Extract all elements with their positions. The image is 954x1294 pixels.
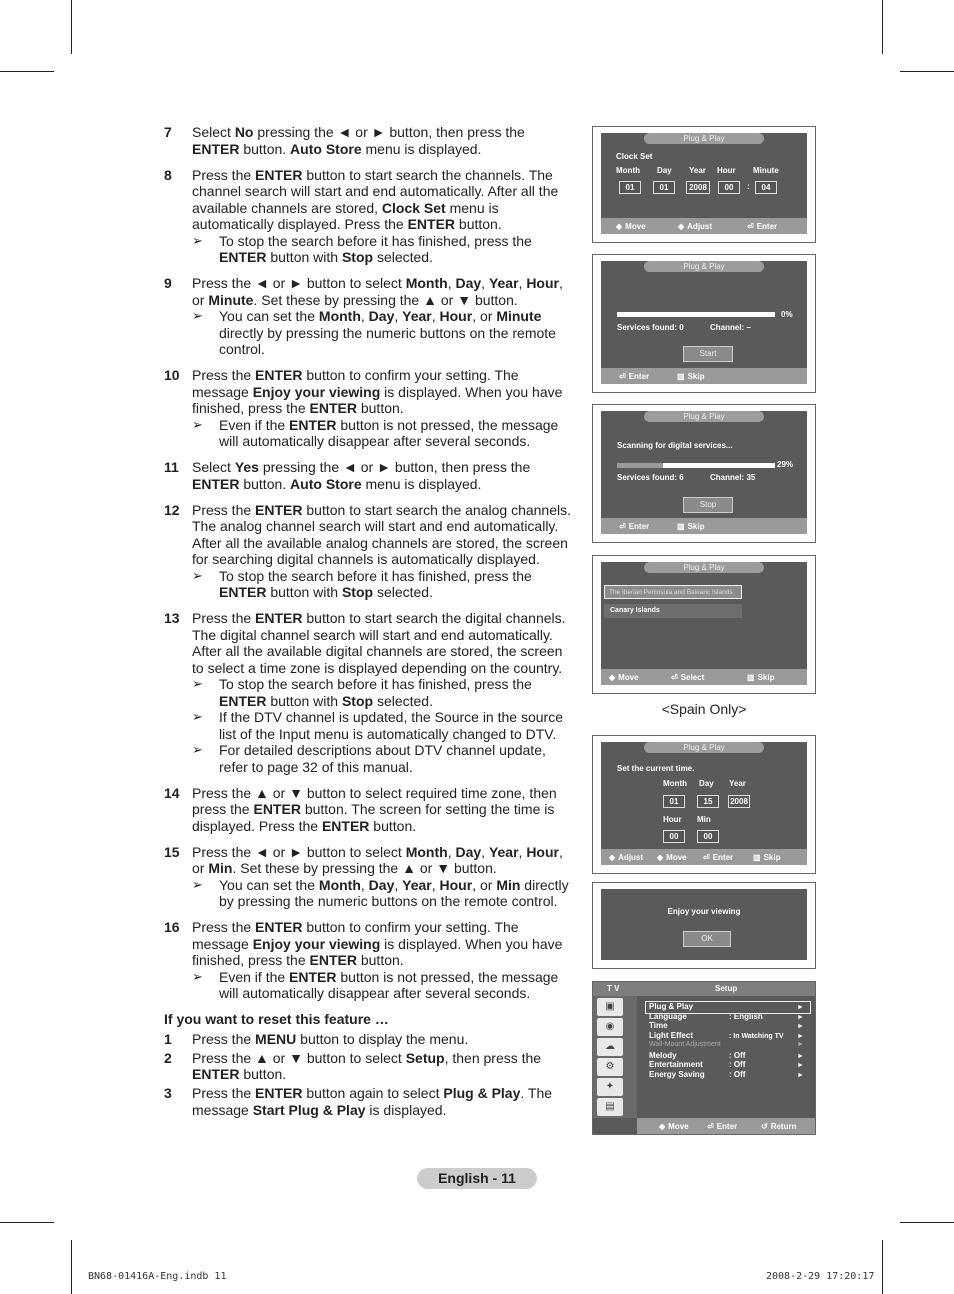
note-arrow-icon: ➢ [192,567,203,583]
col-hour: Hour [717,166,736,175]
setup-row-value: : Off [729,1069,746,1079]
services-found: Services found: 6 [617,473,684,482]
enter-icon: ⏎ [703,853,710,862]
note-text: You can set the Month, Day, Year, Hour, or Min directly by pressing the numeric buttons on the remote control. [219,876,569,909]
setup-row-item[interactable] [649,1060,804,1069]
crop-mark [882,1240,883,1294]
step-note [192,969,576,1002]
channel-number: Channel: – [710,323,751,332]
picture-icon[interactable]: ▣ [597,998,623,1016]
sound-icon[interactable]: ◉ [597,1018,623,1036]
submenu-arrow-icon: ► [797,1023,804,1031]
print-meta-left: BN68-01416A-Eng.indb 11 [88,1271,227,1282]
note-arrow-icon: ➢ [192,742,203,757]
step-paragraph: Press the ENTER button to start search the digital channels. The digital channel search will start and end automatically. After all the available digital channels are stored, the screen to select a time zone is displayed depending on the country. [192,610,566,676]
left-right-arrow-icon: ◆ [657,853,664,862]
crop-mark [900,71,954,72]
note-arrow-icon: ➢ [192,232,203,248]
help-move: Move [668,1122,689,1131]
start-button[interactable]: Start [683,346,733,362]
year-value[interactable]: 2008 [686,181,710,194]
step-number: 2 [164,1049,172,1066]
osd-set-time [592,735,816,874]
setup-row-label: Plug & Play [649,1002,694,1011]
skip-icon: ▥ [677,522,685,531]
note-text: To stop the search before it has finished, press the ENTER button with Stop selected. [219,567,532,600]
note-arrow-icon: ➢ [192,676,203,691]
help-enter: Enter [628,522,650,531]
step-text: Press the ▲ or ▼ button to select Setup, then press the ENTER button. [192,1049,542,1082]
osd-title: Plug & Play [644,133,764,144]
help-adjust: Adjust [618,853,644,862]
month-value[interactable]: 01 [619,181,641,194]
note-arrow-icon: ➢ [192,968,203,984]
step-number: 10 [164,367,180,383]
step-text: Press the ENTER button again to select Plug & Play. The message Start Plug & Play is displayed. [192,1085,553,1118]
note-text: For detailed descriptions about DTV channel update, refer to page 32 of this manual. [219,742,546,775]
col-day: Day [699,779,714,788]
zone-item-iberian[interactable] [604,585,742,599]
crop-mark [71,1240,72,1294]
stop-button[interactable]: Stop [683,497,733,513]
tv-label: T V [607,984,620,993]
step-12 [164,502,576,601]
step-note [192,676,576,709]
scan-percent: 0% [781,310,793,319]
setup-row-item[interactable] [649,1041,804,1048]
note-arrow-icon: ➢ [192,876,203,892]
help-adjust: Adjust [687,222,713,231]
scan-progress-fill [617,463,663,468]
submenu-arrow-icon: ► [797,1040,804,1048]
setup-title-bar [593,982,815,996]
step-text [192,919,576,1002]
col-hour: Hour [663,815,682,824]
osd-clock-set [592,126,816,243]
step-16 [164,919,576,1002]
spain-only-caption: <Spain Only> [661,701,747,717]
osd-title: Plug & Play [644,411,764,422]
setup-row-item[interactable] [649,1012,804,1021]
setup-row-value: : In Watching TV [729,1033,784,1041]
hour-value[interactable]: 00 [663,830,685,843]
scan-progress-bar [617,312,775,317]
day-value[interactable]: 15 [697,795,719,808]
osd-help-bar [637,1118,815,1134]
step-paragraph: Press the ◄ or ► button to select Month, Day, Year, Hour, or Minute. Set these by pressing the ▲ or ▼ button. [192,275,563,308]
step-text [192,502,576,601]
step-paragraph: Press the ENTER button to start search the channels. The channel search will start and end automatically. After all the available channels are stored, Clock Set menu is automatically displayed. Press the ENTER button. [192,166,559,232]
help-skip: Skip [687,522,705,531]
crop-mark [882,0,883,54]
help-enter: Enter [712,853,734,862]
zone-label: Canary Islands [610,607,660,614]
setup-row-item[interactable] [649,1021,804,1030]
help-move: Move [625,222,646,231]
col-month: Month [663,779,687,788]
note-arrow-icon: ➢ [192,709,203,724]
help-skip: Skip [687,372,705,381]
help-move: Move [666,853,687,862]
minute-value[interactable]: 04 [755,181,777,194]
col-min: Min [697,815,711,824]
note-text: You can set the Month, Day, Year, Hour, or Minute directly by pressing the numeric buttons on the remote control. [219,308,556,357]
input-icon[interactable]: ✦ [597,1078,623,1096]
setup-row-value: : Off [729,1060,746,1070]
osd-time-zone [592,555,816,694]
help-select: Select [680,673,705,682]
step-paragraph: Press the ▲ or ▼ button to select required time zone, then press the ENTER button. The screen for setting the time is displayed. Press the ENTER button. [192,784,557,834]
setup-row-item[interactable] [649,1002,804,1011]
help-enter: Enter [716,1122,738,1131]
skip-icon: ▥ [753,853,761,862]
step-text [192,610,576,775]
step-number: 14 [164,784,180,801]
help-move: Move [618,673,639,682]
month-value[interactable]: 01 [663,795,685,808]
crop-mark [0,1222,54,1223]
step-paragraph: Press the ◄ or ► button to select Month, Day, Year, Hour, or Min. Set these by pressing the ▲ or ▼ button. [192,843,563,876]
enter-icon: ⏎ [671,673,678,682]
ok-button[interactable]: OK [683,931,731,947]
note-arrow-icon: ➢ [192,308,203,323]
osd-analog-scan [592,254,816,393]
osd-heading: Set the current time. [617,764,695,773]
services-found: Services found: 0 [617,323,684,332]
setup-sidebar [593,996,637,1118]
osd-help-bar [601,849,807,865]
col-year: Year [689,166,706,175]
note-arrow-icon: ➢ [192,416,203,432]
col-minute: Minute [753,166,779,175]
step-13 [164,610,576,775]
day-value[interactable]: 01 [653,181,675,194]
up-down-arrow-icon: ◆ [609,673,616,682]
up-down-arrow-icon: ◆ [609,853,616,862]
setup-row-label: Entertainment [649,1060,703,1070]
step-text [192,275,576,358]
enjoy-message: Enjoy your viewing [667,907,741,916]
submenu-arrow-icon: ► [797,1062,804,1070]
left-right-arrow-icon: ◆ [616,222,623,231]
col-month: Month [616,166,640,175]
step-14 [164,785,576,835]
zone-item-canary[interactable] [604,604,742,618]
scan-percent: 29% [777,460,794,469]
step-number: 12 [164,501,180,518]
step-number: 1 [164,1030,172,1047]
step-8 [164,167,576,266]
note-text: To stop the search before it has finished, press the ENTER button with Stop selected. [219,676,532,709]
submenu-arrow-icon: ► [797,1071,804,1079]
col-year: Year [729,779,746,788]
note-text: Even if the ENTER button is not pressed, the message will automatically disappear after several seconds. [219,968,559,1001]
help-return: Return [770,1122,797,1131]
submenu-arrow-icon: ► [797,1013,804,1021]
min-value[interactable]: 00 [697,830,719,843]
reset-step-2 [164,1050,576,1083]
enter-icon: ⏎ [619,522,626,531]
step-number: 15 [164,843,180,860]
step-text [192,124,576,157]
step-15 [164,844,576,910]
step-note [192,709,576,742]
osd-enjoy-viewing [592,882,816,969]
submenu-arrow-icon: ► [797,1033,804,1041]
scan-progress-bar [617,463,775,468]
setup-row-label: Energy Saving [649,1069,705,1079]
setup-row-value: : English [729,1011,763,1021]
setup-row-item[interactable] [649,1070,804,1079]
step-note [192,877,576,910]
print-meta-right: 2008-2-29 17:20:17 [766,1271,875,1282]
step-number: 9 [164,275,172,291]
crop-mark [0,71,54,72]
reset-step-1 [164,1031,576,1048]
osd-help-bar [601,368,807,384]
setup-title: Setup [715,984,738,993]
step-paragraph: Press the ENTER button to confirm your setting. The message Enjoy your viewing is displayed. When you have finished, press the ENTER button. [192,367,563,416]
zone-label: The Iberian Peninsula and Balearic Islands [609,589,733,596]
step-paragraph: Select No pressing the ◄ or ► button, then press the ENTER button. Auto Store menu is displayed. [192,124,525,157]
help-skip: Skip [757,673,775,682]
skip-icon: ▥ [747,673,755,682]
note-text: If the DTV channel is updated, the Source in the source list of the Input menu is automatically changed to DTV. [219,709,563,742]
setup-row-item[interactable] [649,1031,804,1040]
crop-mark [900,1222,954,1223]
step-note [192,568,576,601]
digital-menu-icon[interactable]: ▤ [597,1098,623,1116]
reset-heading: If you want to reset this feature … [164,1011,389,1027]
year-value[interactable]: 2008 [728,795,750,808]
hour-value[interactable]: 00 [718,181,740,194]
step-9 [164,275,576,358]
note-text: To stop the search before it has finished, press the ENTER button with Stop selected. [219,232,532,265]
step-text [192,167,576,266]
step-number: 13 [164,610,180,626]
osd-title: Plug & Play [644,742,764,753]
osd-help-bar [601,518,807,534]
step-text: Press the MENU button to display the menu. [192,1030,469,1047]
up-down-arrow-icon: ◆ [678,222,685,231]
submenu-arrow-icon: ► [797,1052,804,1060]
step-number: 3 [164,1085,172,1101]
setup-row-label: Wall-Mount Adjustment [649,1040,721,1048]
step-number: 11 [164,459,179,475]
step-paragraph: Press the ENTER button to start search the analog channels. The analog channel search will start and end automatically. After all the available analog channels are stored, the screen for searching digital channels is automatically displayed. [192,501,571,567]
channel-number: Channel: 35 [710,473,756,482]
setup-row-label: Melody [649,1050,677,1060]
enter-icon: ⏎ [747,222,754,231]
step-number: 8 [164,166,172,183]
note-text: Even if the ENTER button is not pressed, the message will automatically disappear after several seconds. [219,416,559,449]
setup-row-label: Language [649,1011,687,1021]
osd-title: Plug & Play [644,261,764,272]
step-paragraph: Select Yes pressing the ◄ or ► button, then press the ENTER button. Auto Store menu is displayed. [192,459,531,492]
step-11 [164,459,576,492]
step-number: 16 [164,919,180,935]
step-paragraph: Press the ENTER button to confirm your setting. The message Enjoy your viewing is displayed. When you have finished, press the ENTER button. [192,919,563,968]
osd-heading: Clock Set [616,152,653,161]
step-10 [164,367,576,450]
skip-icon: ▥ [677,372,685,381]
help-enter: Enter [628,372,650,381]
help-skip: Skip [763,853,781,862]
setup-row-label: Time [649,1021,668,1031]
osd-setup-menu [592,981,816,1135]
osd-title: Plug & Play [644,562,764,573]
step-text [192,844,576,910]
step-text [192,367,576,450]
setup-row-item[interactable] [649,1051,804,1060]
enter-icon: ⏎ [707,1122,714,1131]
submenu-arrow-icon: ► [797,1004,804,1011]
reset-step-3 [164,1085,576,1118]
col-day: Day [657,166,672,175]
step-note [192,417,576,450]
help-enter: Enter [756,222,778,231]
step-note [192,308,576,358]
setup-gear-icon[interactable]: ⚙ [597,1058,623,1076]
time-separator: : [747,182,750,191]
step-number: 7 [164,124,172,140]
setup-row-value: : Off [729,1050,746,1060]
enter-icon: ⏎ [619,372,626,381]
page-footer: English - 11 [417,1168,537,1189]
scan-heading: Scanning for digital services... [617,441,733,450]
instruction-steps [164,124,576,1121]
up-down-arrow-icon: ◆ [659,1122,666,1131]
return-icon: ↺ [761,1122,768,1131]
osd-digital-scan [592,404,816,543]
channel-icon[interactable]: ☁ [597,1038,623,1056]
step-text [192,459,576,492]
crop-mark [71,0,72,54]
step-text [192,785,576,835]
step-note [192,742,576,775]
step-note [192,233,576,266]
osd-help-bar [601,669,807,685]
osd-help-bar [601,218,807,234]
setup-row-label: Light Effect [649,1031,693,1041]
step-7 [164,124,576,157]
